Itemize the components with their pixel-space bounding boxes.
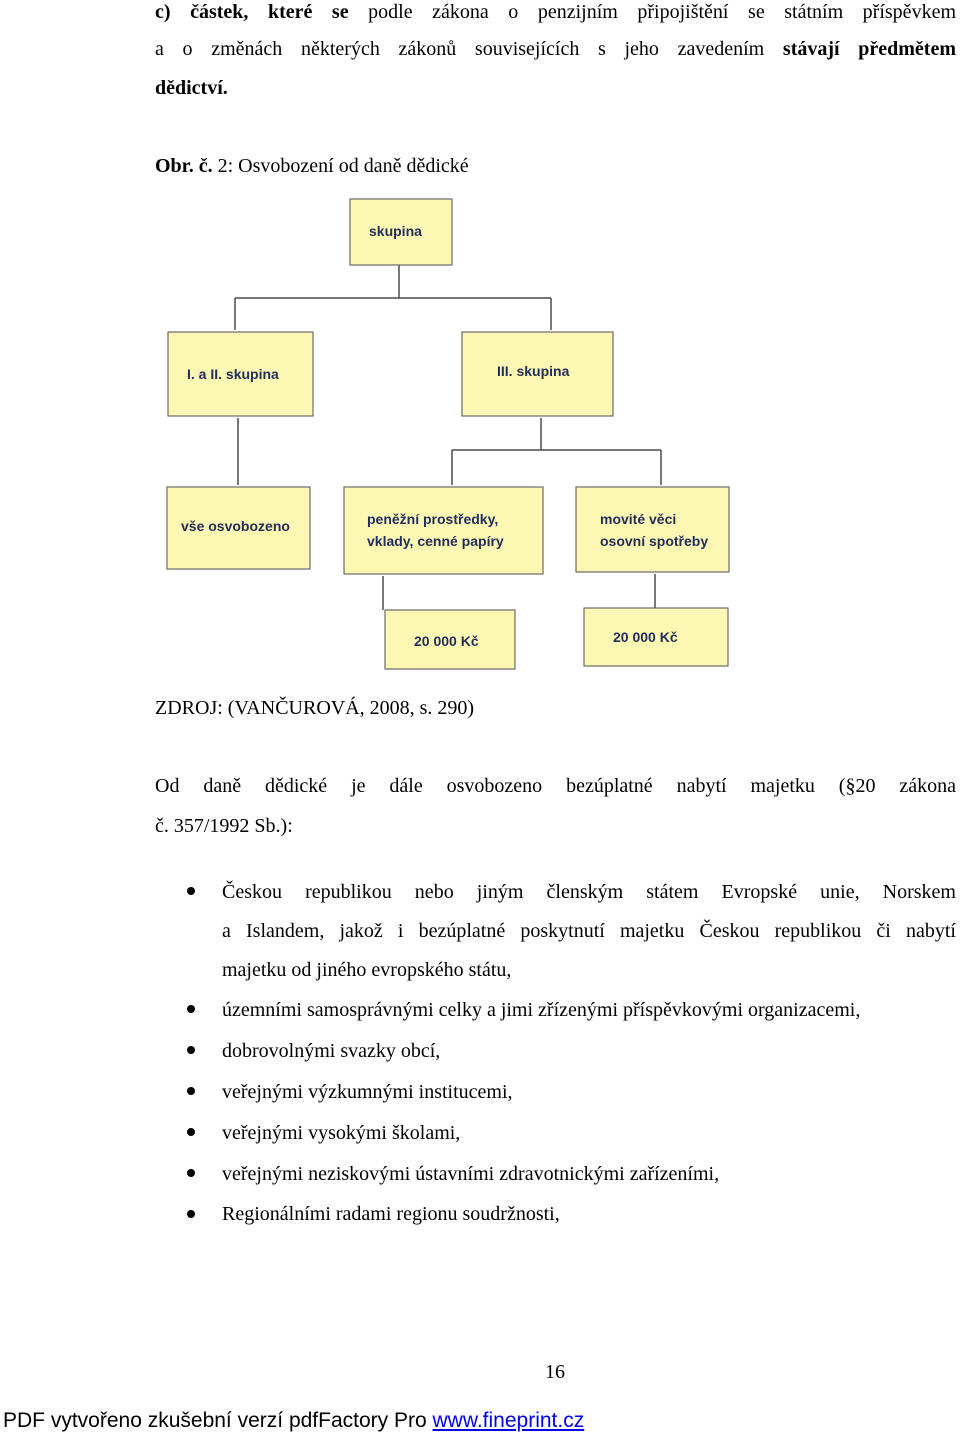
intro-text: podle zákona o penzijním připojištění se státním příspěvkem [348,1,956,23]
figure-caption [155,154,469,178]
bullet-icon [187,887,195,895]
list-item: územními samosprávnými celky a jimi zřízenými příspěvkovými organizacemi, [222,999,861,1021]
list-item: veřejnými výzkumnými institucemi, [222,1081,513,1103]
paragraph-line-2: č. 357/1992 Sb.): [155,815,293,837]
list-item: Regionálními radami regionu soudržnosti, [222,1203,560,1225]
label-movables-line-1: movité věci [600,511,677,527]
label-group-1-2: I. a II. skupina [187,366,279,382]
box-movables [576,487,729,572]
label-group-3: III. skupina [497,363,570,379]
figure-caption-prefix: Obr. č. [155,155,213,177]
intro-bold-phrase: stávají předmětem [782,38,956,60]
label-amount-money: 20 000 Kč [414,633,479,649]
label-money-line-1: peněžní prostředky, [367,511,499,527]
fineprint-link[interactable]: www.fineprint.cz [432,1409,585,1432]
figure-caption-text: 2: Osvobození od daně dědické [212,155,469,177]
intro-line-2 [155,37,956,61]
bullet-icon [187,1046,195,1054]
intro-text: a o změnách některých zákonů souvisejících s jeho zavedením [155,38,783,60]
intro-line-1 [155,0,956,24]
label-exempt-all: vše osvobozeno [181,518,290,534]
bullet-icon [187,1087,195,1095]
label-amount-movables: 20 000 Kč [613,629,678,645]
label-root: skupina [369,223,422,239]
bullet-icon [187,1169,195,1177]
label-movables-line-2: osovní spotřeby [600,533,709,549]
box-money [344,487,543,574]
paragraph-line-1: Od daně dědické je dále osvobozeno bezúplatné nabytí majetku (§20 zákona [155,775,956,797]
list-item-continuation: majetku od jiného evropského státu, [222,959,512,981]
footer-text: PDF vytvořeno zkušební verzí pdfFactory Pro [3,1409,433,1432]
bullet-icon [187,1128,195,1136]
page-number: 16 [545,1361,565,1383]
exemption-tree-diagram [155,190,740,680]
list-item-continuation: a Islandem, jakož i bezúplatné poskytnutí majetku Českou republikou či nabytí [222,920,956,942]
list-item: veřejnými neziskovými ústavními zdravotnickými zařízeními, [222,1163,720,1185]
label-money-line-2: vklady, cenné papíry [367,533,504,549]
intro-line-3: dědictví. [155,77,228,99]
figure-source: ZDROJ: (VANČUROVÁ, 2008, s. 290) [155,697,475,719]
list-item: Českou republikou nebo jiným členským státem Evropské unie, Norskem [222,881,956,903]
bullet-icon [187,1210,195,1218]
list-item: dobrovolnými svazky obcí, [222,1040,441,1062]
bullet-icon [187,1005,195,1013]
intro-bold-phrase: c) částek, které se [155,1,349,23]
list-item: veřejnými vysokými školami, [222,1122,461,1144]
pdf-factory-footer [3,1408,584,1434]
